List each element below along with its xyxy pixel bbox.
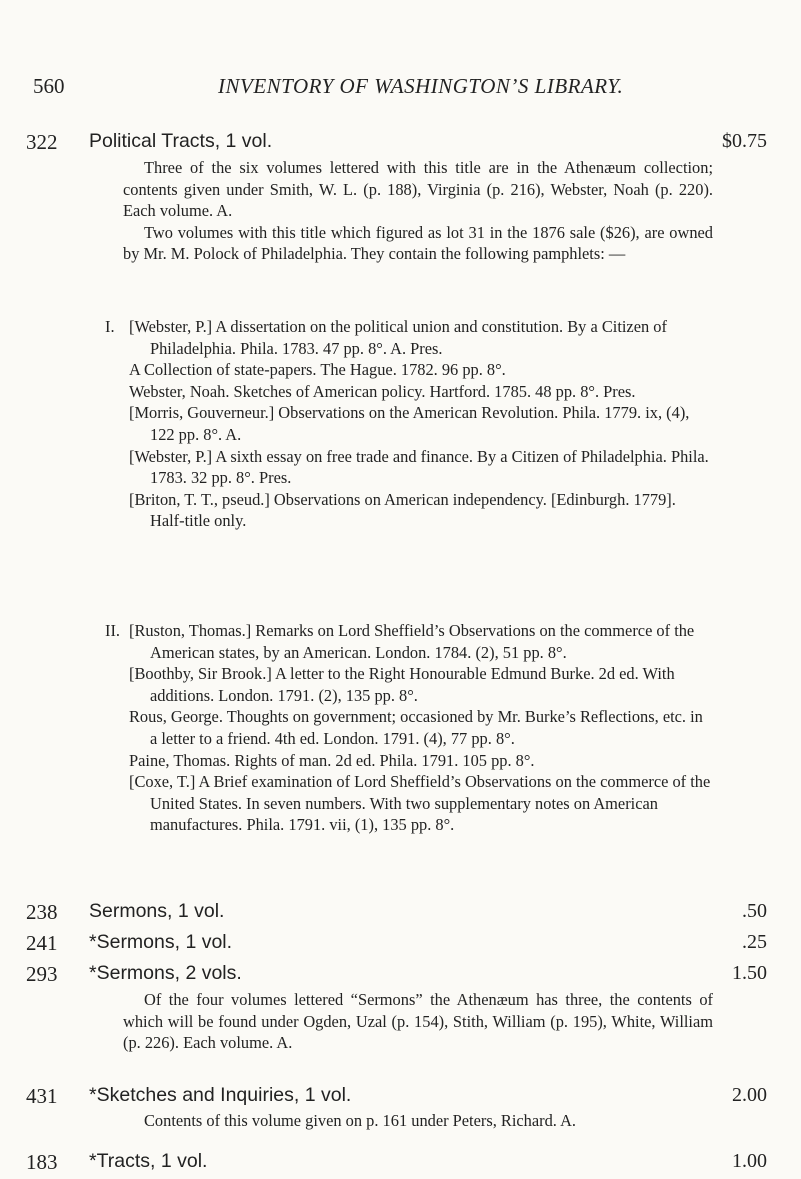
- entry-title: *Sketches and Inquiries, 1 vol.: [89, 1084, 352, 1106]
- pamphlet-item: [Coxe, T.] A Brief examination of Lord Sheffield’s Observations on the commerce of the United States. In seven numbers. With two supplementary notes on American manufactures. Phila. 1791. vii, (1), 135 pp. 8°.: [129, 772, 711, 835]
- lot-number: 238: [26, 900, 58, 924]
- pamphlet-item: A Collection of state-papers. The Hague. 1782. 96 pp. 8°.: [129, 360, 506, 380]
- note-paragraph: Contents of this volume given on p. 161 under Peters, Richard. A.: [144, 1111, 577, 1130]
- entry-title: *Sermons, 1 vol.: [89, 931, 233, 953]
- note-paragraph: Of the four volumes lettered “Sermons” the Athenæum has three, the contents of which will be found under Ogden, Uzal (p. 154), Stith, William (p. 195), White, William (p. 226). Each volume. A.: [123, 990, 713, 1053]
- pamphlet-item: [Webster, P.] A dissertation on the political union and constitution. By a Citizen of Philadelphia. Phila. 1783. 47 pp. 8°. A. Pres.: [129, 317, 667, 358]
- entry-price: 1.00: [732, 1150, 767, 1172]
- lot-number: 293: [26, 962, 58, 986]
- pamphlet-item: [Morris, Gouverneur.] Observations on the American Revolution. Phila. 1779. ix, (4), 122 pp. 8°. A.: [129, 403, 690, 444]
- entry-title: *Sermons, 2 vols.: [89, 962, 242, 984]
- pamphlet-item: Webster, Noah. Sketches of American policy. Hartford. 1785. 48 pp. 8°. Pres.: [129, 381, 636, 401]
- pamphlet-item: Rous, George. Thoughts on government; occasioned by Mr. Burke’s Reflections, etc. in a letter to a friend. 4th ed. London. 1791. (4), 77 pp. 8°.: [129, 707, 703, 748]
- lot-number: 322: [26, 130, 58, 154]
- lot-number: 183: [26, 1150, 58, 1174]
- entry-title: Sermons, 1 vol.: [89, 900, 225, 922]
- note-paragraph: Three of the six volumes lettered with this title are in the Athenæum collection; contents given under Smith, W. L. (p. 188), Virginia (p. 216), Webster, Noah (p. 220). Each volume. A.: [123, 158, 713, 221]
- entry-title: Political Tracts, 1 vol.: [89, 130, 273, 152]
- pamphlet-item: [Boothby, Sir Brook.] A letter to the Right Honourable Edmund Burke. 2d ed. With additions. London. 1791. (2), 135 pp. 8°.: [129, 664, 675, 705]
- entry-293-notes: [123, 989, 713, 1054]
- entry-price: .25: [742, 931, 767, 953]
- entry-price: 2.00: [732, 1084, 767, 1106]
- running-title: INVENTORY OF WASHINGTON’S LIBRARY.: [218, 74, 624, 98]
- entry-price: .50: [742, 900, 767, 922]
- entry-price: 1.50: [732, 962, 767, 984]
- entry-title: *Tracts, 1 vol.: [89, 1150, 208, 1172]
- page-number: 560: [33, 74, 65, 98]
- pamphlet-item: [Ruston, Thomas.] Remarks on Lord Sheffield’s Observations on the commerce of the American states, by an American. London. 1784. (2), 51 pp. 8°.: [129, 621, 695, 662]
- lot-number: 241: [26, 931, 58, 955]
- pamphlet-item: [Webster, P.] A sixth essay on free trade and finance. By a Citizen of Philadelphia. Phila. 1783. 32 pp. 8°. Pres.: [129, 446, 709, 488]
- lot-number: 431: [26, 1084, 58, 1108]
- section-numeral: I.: [105, 317, 115, 336]
- entry-431-notes: [123, 1110, 713, 1132]
- pamphlet-item: Paine, Thomas. Rights of man. 2d ed. Phila. 1791. 105 pp. 8°.: [129, 750, 535, 770]
- section-numeral: II.: [105, 621, 121, 640]
- entry-price: $0.75: [722, 130, 767, 152]
- pamphlet-item: [Briton, T. T., pseud.] Observations on American independency. [Edinburgh. 1779]. Half-title only.: [129, 489, 676, 531]
- page-header: [33, 74, 751, 104]
- entry-322-notes: [123, 157, 713, 265]
- note-paragraph: Two volumes with this title which figured as lot 31 in the 1876 sale ($26), are owned by Mr. M. Polock of Philadelphia. They contain the following pamphlets: —: [123, 222, 713, 264]
